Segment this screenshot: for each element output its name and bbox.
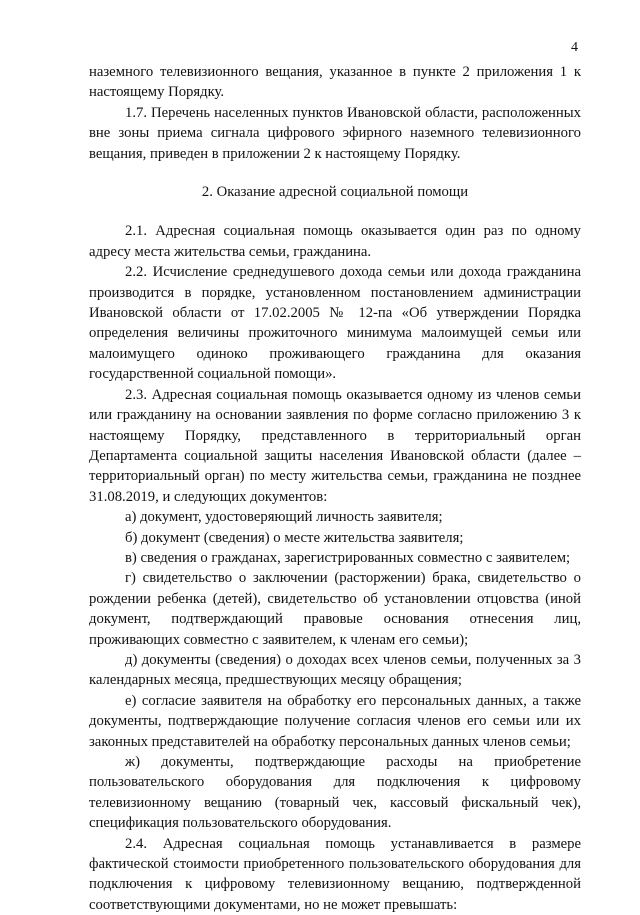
list-item-d: д) документы (сведения) о доходах всех членов семьи, полученных за 3 календарных месяца, предшествующих месяцу обращения;: [89, 651, 581, 689]
page-number: 4: [571, 40, 578, 55]
list-item-v: в) сведения о гражданах, зарегистрированных совместно с заявителем;: [125, 549, 571, 566]
document-body: [89, 62, 581, 915]
list-item-a: а) документ, удостоверяющий личность заявителя;: [125, 509, 443, 526]
paragraph-2-3: 2.3. Адресная социальная помощь оказывается одному из членов семьи или гражданину на основании заявления по форме согласно приложению 3 к настоящему Порядку, представленного в территориальный орган Департамента социальной защиты населения Ивановской области (далее – территориальный орган) по месту жительства семьи, гражданина не позднее 31.08.2019, и следующих документов:: [89, 386, 581, 505]
list-item-e: е) согласие заявителя на обработку его персональных данных, а также документы, подтверждающие получение согласия членов его семьи или их законных представителей на обработку персональных данных членов семьи;: [89, 692, 581, 750]
list-item-g: г) свидетельство о заключении (расторжении) брака, свидетельство о рождении ребенка (детей), свидетельство об установлении отцовства (иной документ, подтверждающий правовые основания отнесения лиц, проживающих совместно с заявителем, к членам его семьи);: [89, 570, 581, 648]
paragraph-continuation: наземного телевизионного вещания, указанное в пункте 2 приложения 1 к настоящему Порядку.: [89, 64, 581, 101]
paragraph-1-7: 1.7. Перечень населенных пунктов Ивановской области, расположенных вне зоны приема сигнала цифрового эфирного наземного телевизионного вещания, приведен в приложении 2 к настоящему Порядку.: [89, 104, 581, 162]
paragraph-2-1: 2.1. Адресная социальная помощь оказывается один раз по одному адресу места жительства семьи, гражданина.: [89, 223, 581, 260]
section-heading: 2. Оказание адресной социальной помощи: [201, 184, 469, 201]
list-item-zh: ж) документы, подтверждающие расходы на приобретение пользовательского оборудования для подключения к цифровому телевизионному вещанию (товарный чек, кассовый фискальный чек), спецификация пользовательского оборудования.: [89, 754, 581, 832]
list-item-b: б) документ (сведения) о месте жительства заявителя;: [125, 529, 464, 546]
paragraph-2-2: 2.2. Исчисление среднедушевого дохода семьи или дохода гражданина производится в порядке, установленном постановлением администрации Ивановской области от 17.02.2005 № 12-па «Об утверждении Порядка определения величины прожиточного минимума малоимущей семьи или малоимущего одиноко проживающего гражданина для оказания государственной социальной помощи».: [89, 264, 581, 383]
paragraph-2-4: 2.4. Адресная социальная помощь устанавливается в размере фактической стоимости приобретенного пользовательского оборудования для подключения к цифровому телевизионному вещанию, подтвержденной соответствующими документами, но не может превышать:: [89, 835, 581, 913]
